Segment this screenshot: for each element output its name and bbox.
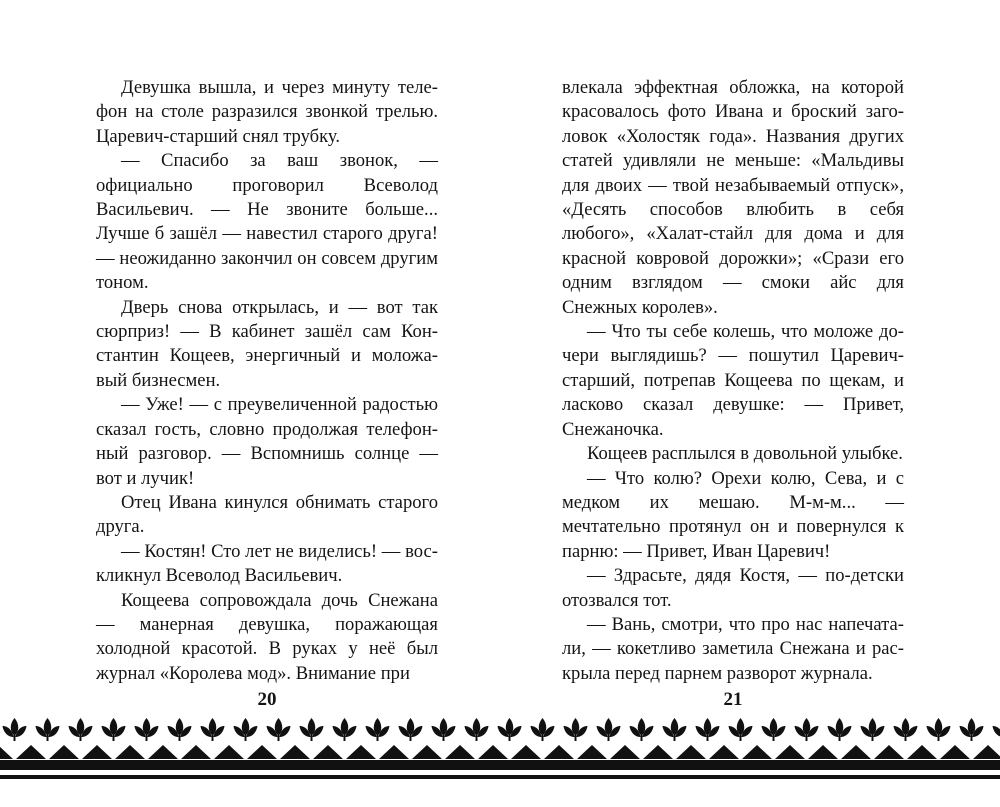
leaf-motif	[696, 718, 720, 741]
triangle-motif	[478, 745, 508, 759]
triangle-motif	[643, 745, 673, 759]
triangle-motif	[775, 745, 805, 759]
triangle-motif	[148, 745, 178, 759]
leaf-motif	[333, 718, 357, 741]
triangle-motif	[445, 745, 475, 759]
leaf-motif	[234, 718, 258, 741]
triangle-motif	[412, 745, 442, 759]
leaf-motif	[201, 718, 225, 741]
paragraph: Отец Ивана кинулся обнимать старого друга.	[96, 491, 438, 538]
left-page	[96, 76, 438, 686]
page-number-right: 21	[723, 689, 743, 710]
triangle-motif	[16, 745, 46, 759]
triangle-motif	[511, 745, 541, 759]
leaf-motif	[960, 718, 984, 741]
right-page-text	[562, 76, 904, 686]
leaf-motif	[168, 718, 192, 741]
triangle-motif	[379, 745, 409, 759]
leaf-motif	[267, 718, 291, 741]
leaf-motif	[36, 718, 60, 741]
leaf-motif	[102, 718, 126, 741]
leaf-motif	[762, 718, 786, 741]
leaf-motif	[861, 718, 885, 741]
triangle-motif	[214, 745, 244, 759]
triangle-row	[0, 745, 1000, 759]
triangle-motif	[907, 745, 937, 759]
leaf-motif	[432, 718, 456, 741]
triangle-motif	[610, 745, 640, 759]
right-page	[562, 76, 904, 686]
triangle-motif	[742, 745, 772, 759]
leaf-motif	[531, 718, 555, 741]
triangle-motif	[181, 745, 211, 759]
triangle-motif	[346, 745, 376, 759]
triangle-motif	[247, 745, 277, 759]
paragraph: Кощеев расплылся в довольной улыбке.	[587, 443, 903, 465]
border-line-thin	[0, 775, 1000, 779]
triangle-motif	[49, 745, 79, 759]
triangle-motif	[676, 745, 706, 759]
triangle-motif	[544, 745, 574, 759]
leaf-motif	[663, 718, 687, 741]
leaf-triangle-border-ornament-icon	[0, 712, 1000, 792]
paragraph: — Уже! — с преувеличенной радостью сказал гость, словно продолжая телефонный разговор. — Вспомнишь солнце — вот и лучик!	[96, 394, 438, 489]
triangle-motif	[82, 745, 112, 759]
triangle-motif	[973, 745, 1000, 759]
border-line-thick	[0, 760, 1000, 770]
leaf-motif	[927, 718, 951, 741]
left-page-text	[96, 76, 438, 686]
leaf-motif	[729, 718, 753, 741]
paragraph: Девушка вышла, и через минуту телефон на столе разразился звонкой трелью. Царевич-старший снял трубку.	[96, 77, 438, 147]
leaf-motif	[3, 718, 27, 741]
leaf-motif	[795, 718, 819, 741]
triangle-motif	[808, 745, 838, 759]
leaf-motif	[399, 718, 423, 741]
leaf-motif	[366, 718, 390, 741]
leaf-motif	[597, 718, 621, 741]
leaf-motif	[564, 718, 588, 741]
triangle-motif	[280, 745, 310, 759]
leaf-motif	[894, 718, 918, 741]
leaf-motif	[498, 718, 522, 741]
triangle-motif	[0, 745, 13, 759]
leaf-motif	[135, 718, 159, 741]
paragraph: — Вань, смотри, что про нас напечатали, — кокетливо заметила Снежана и раскрыла перед парнем разворот журнала.	[562, 613, 904, 684]
paragraph: — Спасибо за ваш звонок, — официально проговорил Всеволод Васильевич. — Не звоните больше... Лучше б зашёл — навестил старого друга! — неожиданно закончил он совсем другим тоном.	[96, 150, 438, 294]
paragraph: — Костян! Сто лет не виделись! — воскликнул Всеволод Васильевич.	[96, 540, 438, 587]
paragraph: — Что колю? Орехи колю, Сева, и с медком их мешаю. М-м-м... — мечтательно протянул он и повернулся к парню: — Привет, Иван Царевич!	[562, 467, 904, 562]
triangle-motif	[841, 745, 871, 759]
leaf-row	[3, 718, 1000, 741]
triangle-motif	[577, 745, 607, 759]
leaf-motif	[465, 718, 489, 741]
triangle-motif	[940, 745, 970, 759]
triangle-motif	[874, 745, 904, 759]
paragraph: — Что ты себе колешь, что моложе дочери выглядишь? — пошутил Царевич-старший, потрепав Кощеева по щекам, и ласково сказал девушке: — Привет, Снежаночка.	[562, 321, 904, 440]
paragraph: Кощеева сопровождала дочь Снежана — манерная девушка, поражающая холодной красотой. В руках у неё был журнал «Королева мод». Внимание при	[96, 589, 438, 684]
leaf-motif	[828, 718, 852, 741]
leaf-motif	[993, 718, 1000, 741]
paragraph: Дверь снова открылась, и — вот так сюрприз! — В кабинет зашёл сам Константин Кощеев, энергичный и моложавый бизнесмен.	[96, 296, 438, 391]
paragraph-continued: влекала эффектная обложка, на которой красовалось фото Ивана и броский заголовок «Холостяк года». Названия других статей удивляли не меньше: «Мальдивы для двоих — твой незабываемый отпуск», «Десять способов влюбить в себя любого», «Халат-стайл для дома и для красной ковровой дорожки»; «Срази его одним взглядом — смоки айс для Снежных королев».	[562, 77, 904, 318]
triangle-motif	[115, 745, 145, 759]
triangle-motif	[709, 745, 739, 759]
leaf-motif	[300, 718, 324, 741]
triangle-motif	[313, 745, 343, 759]
paragraph: — Здрасьте, дядя Костя, — по-детски отозвался тот.	[562, 565, 904, 611]
leaf-motif	[630, 718, 654, 741]
leaf-motif	[69, 718, 93, 741]
page-number-left: 20	[257, 689, 277, 710]
